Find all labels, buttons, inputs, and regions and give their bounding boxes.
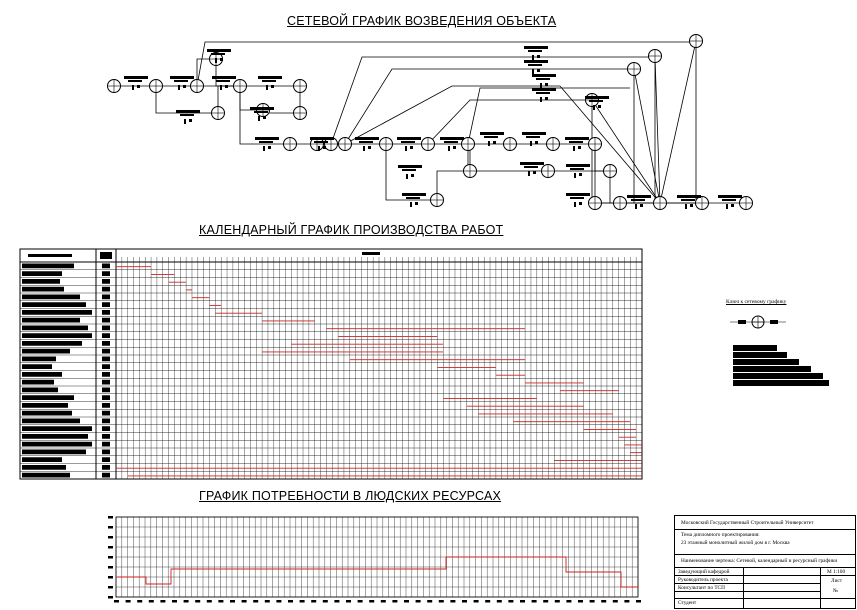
schedule-row — [22, 380, 584, 385]
project-topic: 23 этажный монолитный жилой дом в г. Москва — [681, 540, 790, 546]
university-name: Московский Государственный Строительный Университет — [681, 520, 814, 526]
legend-node — [752, 316, 764, 328]
schedule-row — [22, 411, 613, 416]
schedule-row — [22, 279, 186, 284]
network-event-node — [294, 107, 307, 120]
topic-label: Тема дипломного проектирования: — [681, 532, 760, 538]
work-label — [520, 162, 544, 176]
schedule-row — [22, 295, 210, 300]
schedule-row — [22, 465, 642, 470]
schedule-row — [22, 457, 642, 462]
schedule-row — [22, 349, 443, 354]
work-label — [176, 110, 200, 124]
resource-graph-title: ГРАФИК ПОТРЕБНОСТИ В ЛЮДСКИХ РЕСУРСАХ — [199, 489, 502, 503]
schedule-row — [22, 372, 525, 377]
project-supervisor: Руководитель проекта — [678, 577, 728, 583]
work-label — [398, 165, 422, 179]
title-block — [674, 515, 856, 609]
schedule-row — [22, 341, 443, 346]
network-event-node — [614, 197, 627, 210]
network-event-node — [604, 165, 617, 178]
network-key-title: Ключ к сетевому графику — [726, 299, 787, 305]
work-label — [524, 46, 548, 60]
work-label — [524, 60, 548, 74]
legend-text-line — [733, 380, 829, 386]
schedule-row — [22, 302, 221, 307]
sheet-label: Лист — [831, 578, 843, 584]
network-event-node — [339, 138, 352, 151]
network-event-node — [547, 138, 560, 151]
schedule-row — [22, 403, 584, 408]
network-event-node — [294, 80, 307, 93]
network-event-node — [589, 197, 602, 210]
network-diagram — [0, 0, 857, 230]
network-event-node — [464, 165, 477, 178]
network-event-node — [431, 194, 444, 207]
schedule-row — [22, 364, 496, 369]
network-event-node — [422, 138, 435, 151]
schedule-row — [22, 442, 642, 447]
schedule-row — [22, 333, 437, 338]
legend-text-line — [733, 352, 787, 358]
network-event-node — [212, 107, 225, 120]
network-event-node — [380, 138, 393, 151]
schedule-row — [22, 419, 630, 424]
schedule-row — [22, 426, 636, 431]
schedule-row — [22, 357, 525, 362]
network-event-node — [191, 80, 204, 93]
network-event-node — [589, 138, 602, 151]
schedule-row — [22, 264, 151, 269]
schedule-row — [22, 310, 262, 315]
network-graph-title: СЕТЕВОЙ ГРАФИК ВОЗВЕДЕНИЯ ОБЪЕКТА — [287, 14, 557, 28]
network-event-node — [649, 50, 662, 63]
schedule-row — [22, 473, 642, 478]
schedule-row — [22, 388, 619, 393]
head-of-department: Заведующий кафедрой — [678, 569, 730, 575]
network-event-node — [284, 138, 297, 151]
network-event-node — [150, 80, 163, 93]
network-event-node — [234, 80, 247, 93]
drawing-name: Наименование чертежа: Сетевой, календарный и ресурсный графики — [681, 558, 838, 564]
schedule-row — [22, 450, 642, 455]
schedule-row — [22, 395, 537, 400]
legend-node — [738, 320, 746, 324]
network-event-node — [542, 165, 555, 178]
sheet-number-label: № — [833, 588, 839, 594]
calendar-schedule-title: КАЛЕНДАРНЫЙ ГРАФИК ПРОИЗВОДСТВА РАБОТ — [199, 223, 504, 237]
schedule-row — [22, 434, 636, 439]
legend-text-line — [733, 373, 823, 379]
scale: М 1:100 — [827, 569, 846, 575]
work-label — [566, 193, 590, 207]
schedule-row — [22, 318, 315, 323]
schedule-row — [22, 271, 174, 276]
work-label — [718, 195, 742, 209]
network-event-node — [654, 197, 667, 210]
legend-text-line — [733, 366, 811, 372]
legend-text-line — [733, 359, 799, 365]
work-label — [124, 76, 148, 90]
network-event-node — [504, 138, 517, 151]
network-event-node — [628, 63, 641, 76]
network-event-node — [690, 35, 703, 48]
legend-node — [770, 320, 778, 324]
work-label — [258, 76, 282, 90]
schedule-row — [22, 326, 525, 331]
network-event-node — [696, 197, 709, 210]
student: Студент — [678, 600, 697, 606]
legend-text-line — [733, 345, 777, 351]
schedule-row — [22, 287, 192, 292]
network-event-node — [108, 80, 121, 93]
network-event-node — [740, 197, 753, 210]
consultant: Консультант по ТСП — [678, 585, 725, 591]
work-label — [627, 195, 651, 209]
